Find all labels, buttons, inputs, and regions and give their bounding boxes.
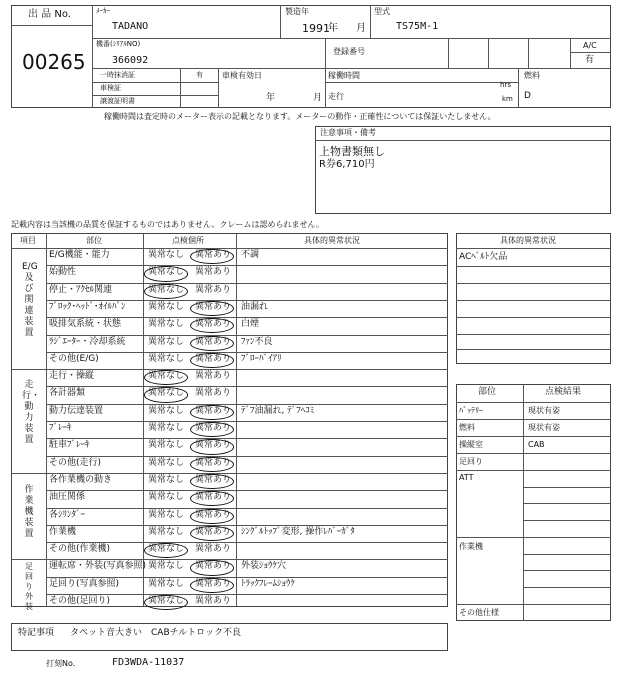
registration-label: 登録番号 <box>333 47 365 56</box>
detail-text: ﾄﾗｯｸﾌﾚｰﾑｼｮｳｹ <box>241 578 296 589</box>
check-ok[interactable]: 異常なし <box>148 578 185 589</box>
col-detail-header: 具体的異常状況 <box>304 236 360 245</box>
group-under-label: 足回り外装 <box>25 562 33 611</box>
cab-label: 操縦室 <box>459 440 483 449</box>
part-label: ﾗｼﾞｴｰﾀｰ・冷却系統 <box>49 336 126 347</box>
check-ng[interactable]: 異常あり <box>195 371 232 382</box>
part-label: E/G機能・能力 <box>49 250 110 260</box>
hours-unit: hrs <box>500 81 511 89</box>
special-text: タペット音大きい CABチルトロック不良 <box>70 628 241 638</box>
inspection-expiry-label: 車検有効日 <box>222 71 262 80</box>
results-col-part: 部位 <box>478 387 497 397</box>
check-ng[interactable]: 異常あり <box>195 526 232 537</box>
model-label: 型式 <box>374 7 390 16</box>
part-label: その他(作業機) <box>49 544 111 555</box>
check-ng[interactable]: 異常あり <box>195 578 232 589</box>
part-label: ﾌﾞﾚｰｷ <box>49 423 72 433</box>
stamp-label: 打刻No. <box>46 659 76 668</box>
special-label: 特記事項 <box>18 628 55 638</box>
detail-text: 不調 <box>241 250 260 260</box>
selected-mark <box>190 439 234 454</box>
lot-number: 00265 <box>22 50 86 74</box>
part-label: 走行・操縦 <box>49 371 95 382</box>
selected-mark <box>190 509 234 524</box>
inspection-cert-label: 車検証 <box>100 84 121 92</box>
selected-mark <box>190 526 234 541</box>
selected-mark <box>190 560 234 575</box>
battery-value: 現状有姿 <box>528 406 560 415</box>
disclaimer: 記載内容は当該機の品質を保証するものではありません。クレームは認められません。 <box>11 220 324 229</box>
temp-permit-label: 一時抹消証 <box>100 71 135 79</box>
group-drive-label: 走行・動力装置 <box>22 380 41 445</box>
part-label: その他(E/G) <box>49 353 99 364</box>
check-ng[interactable]: 異常あり <box>195 405 232 416</box>
selected-mark <box>190 301 234 316</box>
part-label: 動力伝達装置 <box>49 405 104 416</box>
check-ok[interactable]: 異常なし <box>148 561 185 572</box>
check-ok[interactable]: 異常なし <box>148 596 185 606</box>
work-result-label: 作業機 <box>459 542 483 551</box>
check-ng[interactable]: 異常あり <box>195 353 232 364</box>
part-label: 足回り(写真参照) <box>49 578 120 589</box>
part-label: 停止・ｱｸｾﾙ関連 <box>49 284 113 295</box>
check-ng[interactable]: 異常あり <box>195 561 232 572</box>
transfer-cert-label: 譲渡証明書 <box>100 97 135 105</box>
part-label: ﾌﾞﾛｯｸ･ﾍｯﾄﾞ･ｵｲﾙﾊﾟﾝ <box>49 301 126 312</box>
selected-mark <box>144 387 188 402</box>
check-ok[interactable]: 異常なし <box>148 474 185 485</box>
part-label: 運転席・外装(写真参照) <box>49 561 147 572</box>
selected-mark <box>190 474 234 489</box>
check-ng[interactable]: 異常あり <box>195 250 232 260</box>
group-work-label: 作業機装置 <box>24 485 34 539</box>
results-col-result: 点検結果 <box>545 387 582 397</box>
check-ok[interactable]: 異常なし <box>148 405 185 416</box>
check-ok[interactable]: 異常なし <box>148 250 185 260</box>
check-ng[interactable]: 異常あり <box>195 301 232 312</box>
check-ng[interactable]: 異常あり <box>195 336 232 347</box>
check-ng[interactable]: 異常あり <box>195 423 232 433</box>
mileage-label: 走行 <box>328 92 344 101</box>
model-value: TS75M-1 <box>396 21 439 32</box>
lot-label: 出 品 No. <box>28 9 71 20</box>
notes-line2: R券6,710円 <box>319 159 375 170</box>
check-ok[interactable]: 異常なし <box>148 492 185 503</box>
check-ng[interactable]: 異常あり <box>195 388 232 399</box>
part-label: 油圧関係 <box>49 492 86 503</box>
check-ok[interactable]: 異常なし <box>148 284 185 295</box>
att-label: ATT <box>459 473 474 482</box>
header-box <box>11 5 611 108</box>
check-ok[interactable]: 異常なし <box>148 440 185 451</box>
detail-text: 白煙 <box>241 319 260 330</box>
fuel-result-label: 燃料 <box>459 423 475 432</box>
expiry-year-unit: 年 <box>266 93 276 103</box>
check-ng[interactable]: 異常あり <box>195 457 232 468</box>
part-label: 各計器類 <box>49 388 86 399</box>
col-check-header: 点検個所 <box>172 236 204 245</box>
check-ng[interactable]: 異常あり <box>195 319 232 330</box>
col-item-header: 項目 <box>20 236 36 245</box>
check-ok[interactable]: 異常なし <box>148 388 185 399</box>
check-ok[interactable]: 異常なし <box>148 319 185 330</box>
right-detail-line1: ACﾍﾞﾙﾄ欠品 <box>459 252 508 262</box>
check-ng[interactable]: 異常あり <box>195 544 232 555</box>
expiry-month-unit: 月 <box>313 93 323 103</box>
check-ok[interactable]: 異常なし <box>148 526 185 537</box>
check-ok[interactable]: 異常なし <box>148 336 185 347</box>
hours-note: 稼働時間は査定時のメーター表示の記載となります。メーターの動作・正確性については保証いたしません。 <box>104 112 496 121</box>
stamp-value: FD3WDA-11037 <box>112 657 185 668</box>
check-ok[interactable]: 異常なし <box>148 457 185 468</box>
right-detail-header: 具体的異常状況 <box>500 236 556 245</box>
part-label: その他(足回り) <box>49 596 111 606</box>
ac-value: 有 <box>585 55 595 65</box>
selected-mark <box>144 266 188 281</box>
operating-hours-label: 稼働時間 <box>328 71 360 80</box>
part-label: 始動性 <box>49 267 77 278</box>
selected-mark <box>190 405 234 420</box>
check-ng[interactable]: 異常あり <box>195 492 232 503</box>
check-ok[interactable]: 異常なし <box>148 544 185 555</box>
part-label: 作業機 <box>49 526 77 537</box>
group-engine-label: E/G及び関連装置 <box>22 262 38 338</box>
year-unit: 年 <box>328 23 338 34</box>
serial-value: 366092 <box>112 55 149 66</box>
fuel-result-value: 現状有姿 <box>528 423 560 432</box>
fuel-label: 燃料 <box>524 71 540 80</box>
check-ng[interactable]: 異常あり <box>195 509 232 520</box>
serial-label: 機番(ｼﾘｱﾙNO) <box>96 40 141 48</box>
detail-text: ﾌｧﾝ不良 <box>241 336 273 347</box>
fuel-value: D <box>524 91 531 101</box>
selected-mark <box>190 457 234 472</box>
col-part-header: 部位 <box>86 236 102 245</box>
check-ok[interactable]: 異常なし <box>148 423 185 433</box>
check-ng[interactable]: 異常あり <box>195 596 232 606</box>
maker-value: TADANO <box>112 21 149 32</box>
check-ok[interactable]: 異常なし <box>148 301 185 312</box>
detail-text: 油漏れ <box>241 301 269 312</box>
selected-mark <box>190 353 234 368</box>
check-ok[interactable]: 異常なし <box>148 267 185 278</box>
year-label: 製造年 <box>285 7 309 16</box>
check-ng[interactable]: 異常あり <box>195 267 232 278</box>
cab-value: CAB <box>528 440 545 449</box>
detail-text: ﾌﾞﾛｰﾊﾞｲｱﾘ <box>241 353 282 364</box>
check-ok[interactable]: 異常なし <box>148 371 185 382</box>
check-ng[interactable]: 異常あり <box>195 284 232 295</box>
km-unit: km <box>502 95 513 103</box>
check-ok[interactable]: 異常なし <box>148 353 185 364</box>
year-value: 1991 <box>302 22 330 35</box>
part-label: その他(走行) <box>49 457 102 468</box>
check-ng[interactable]: 異常あり <box>195 440 232 451</box>
part-label: 各ｼﾘﾝﾀﾞｰ <box>49 509 86 520</box>
check-ng[interactable]: 異常あり <box>195 474 232 485</box>
selected-mark <box>144 595 188 610</box>
maker-label: ﾒｰｶｰ <box>96 7 110 15</box>
part-label: 吸排気系統・状態 <box>49 319 122 330</box>
part-label: 駐車ﾌﾞﾚｰｷ <box>49 440 90 451</box>
other-spec-label: その他仕様 <box>459 608 499 617</box>
detail-text: ﾃﾞﾌ油漏れ, ﾃﾞﾌﾍｺﾐ <box>241 405 315 416</box>
selected-mark <box>190 578 234 593</box>
detail-text: ｼﾝｸﾞﾙﾄｯﾌﾟ変形, 操作ﾚﾊﾞｰｶﾞﾀ <box>241 526 355 537</box>
notes-label: 注意事項・備考 <box>320 128 376 137</box>
part-label: 各作業機の動き <box>49 474 113 485</box>
temp-permit-value: 有 <box>196 71 203 79</box>
battery-label: ﾊﾞｯﾃﾘｰ <box>459 406 483 415</box>
selected-mark <box>144 284 188 299</box>
undercarriage-label: 足回り <box>459 457 483 466</box>
notes-line1: 上物書類無し <box>319 145 385 158</box>
detail-text: 外装ｼｮｳｹ穴 <box>241 561 287 572</box>
month-unit: 月 <box>356 23 366 34</box>
ac-label: A/C <box>583 41 597 50</box>
selected-mark <box>190 336 234 351</box>
check-ok[interactable]: 異常なし <box>148 509 185 520</box>
